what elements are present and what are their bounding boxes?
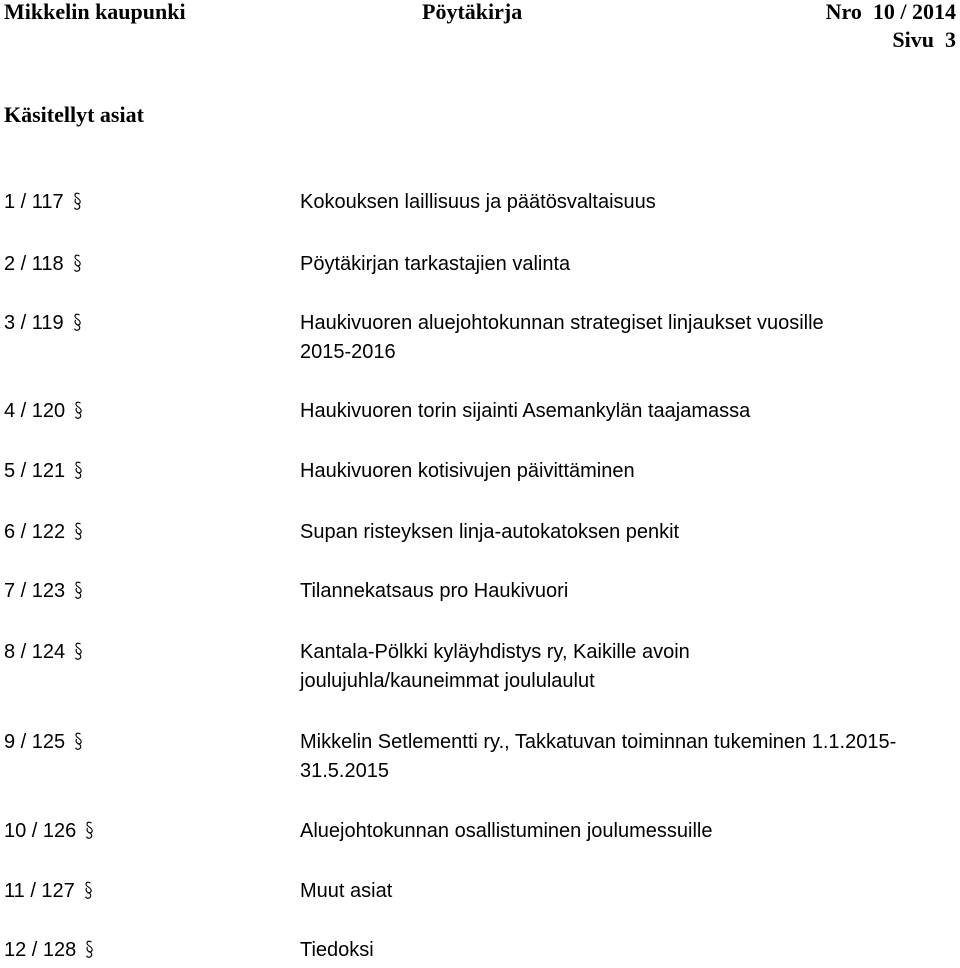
item-title: Haukivuoren aluejohtokunnan strategiset linjaukset vuosille 2015-2016 [300,312,824,363]
paragraph-sign-icon [85,939,94,961]
item-number: 7 / 123 [4,577,83,606]
item-number: 1 / 117 [4,188,82,217]
item-number: 8 / 124 [4,638,83,667]
paragraph-sign-icon [74,521,83,543]
item-number: 11 / 127 [4,877,93,906]
paragraph-sign-icon [84,880,93,902]
paragraph-sign-icon [74,580,83,602]
item-number: 2 / 118 [4,250,82,279]
item-number: 3 / 119 [4,309,82,338]
organization-name: Mikkelin kaupunki [4,0,186,24]
paragraph-sign-icon [74,460,83,482]
item-title: Tiedoksi [300,939,374,961]
item-title: Tilannekatsaus pro Haukivuori [300,580,569,602]
item-title: Mikkelin Setlementti ry., Takkatuvan toiminnan tukeminen 1.1.2015-31.5.2015 [300,731,897,782]
item-title: Pöytäkirjan tarkastajien valinta [300,253,571,275]
paragraph-sign-icon [73,312,82,334]
paragraph-sign-icon [85,820,94,842]
item-number: 5 / 121 [4,457,83,486]
item-title: Haukivuoren torin sijainti Asemankylän taajamassa [300,400,751,422]
item-number: 12 / 128 [4,936,94,965]
page-number: Sivu 3 [892,27,956,52]
paragraph-sign-icon [74,641,83,663]
item-title: Haukivuoren kotisivujen päivittäminen [300,460,635,482]
paragraph-sign-icon [73,253,82,275]
item-number: 10 / 126 [4,817,94,846]
item-title: Kokouksen laillisuus ja päätösvaltaisuus [300,191,656,213]
item-title: Muut asiat [300,880,393,902]
item-number: 4 / 120 [4,397,83,426]
item-title: Supan risteyksen linja-autokatoksen penkit [300,521,680,543]
paragraph-sign-icon [74,400,83,422]
document-number: Nro 10 / 2014 [825,0,956,24]
item-number: 9 / 125 [4,728,83,757]
document-type: Pöytäkirja [422,0,523,24]
section-title: Käsitellyt asiat [4,102,144,127]
paragraph-sign-icon [74,731,83,753]
item-title: Aluejohtokunnan osallistuminen joulumessuille [300,820,713,842]
item-title: Kantala-Pölkki kyläyhdistys ry, Kaikille avoin joulujuhla/kauneimmat joululaulut [300,641,690,692]
item-number: 6 / 122 [4,518,83,547]
paragraph-sign-icon [73,191,82,213]
